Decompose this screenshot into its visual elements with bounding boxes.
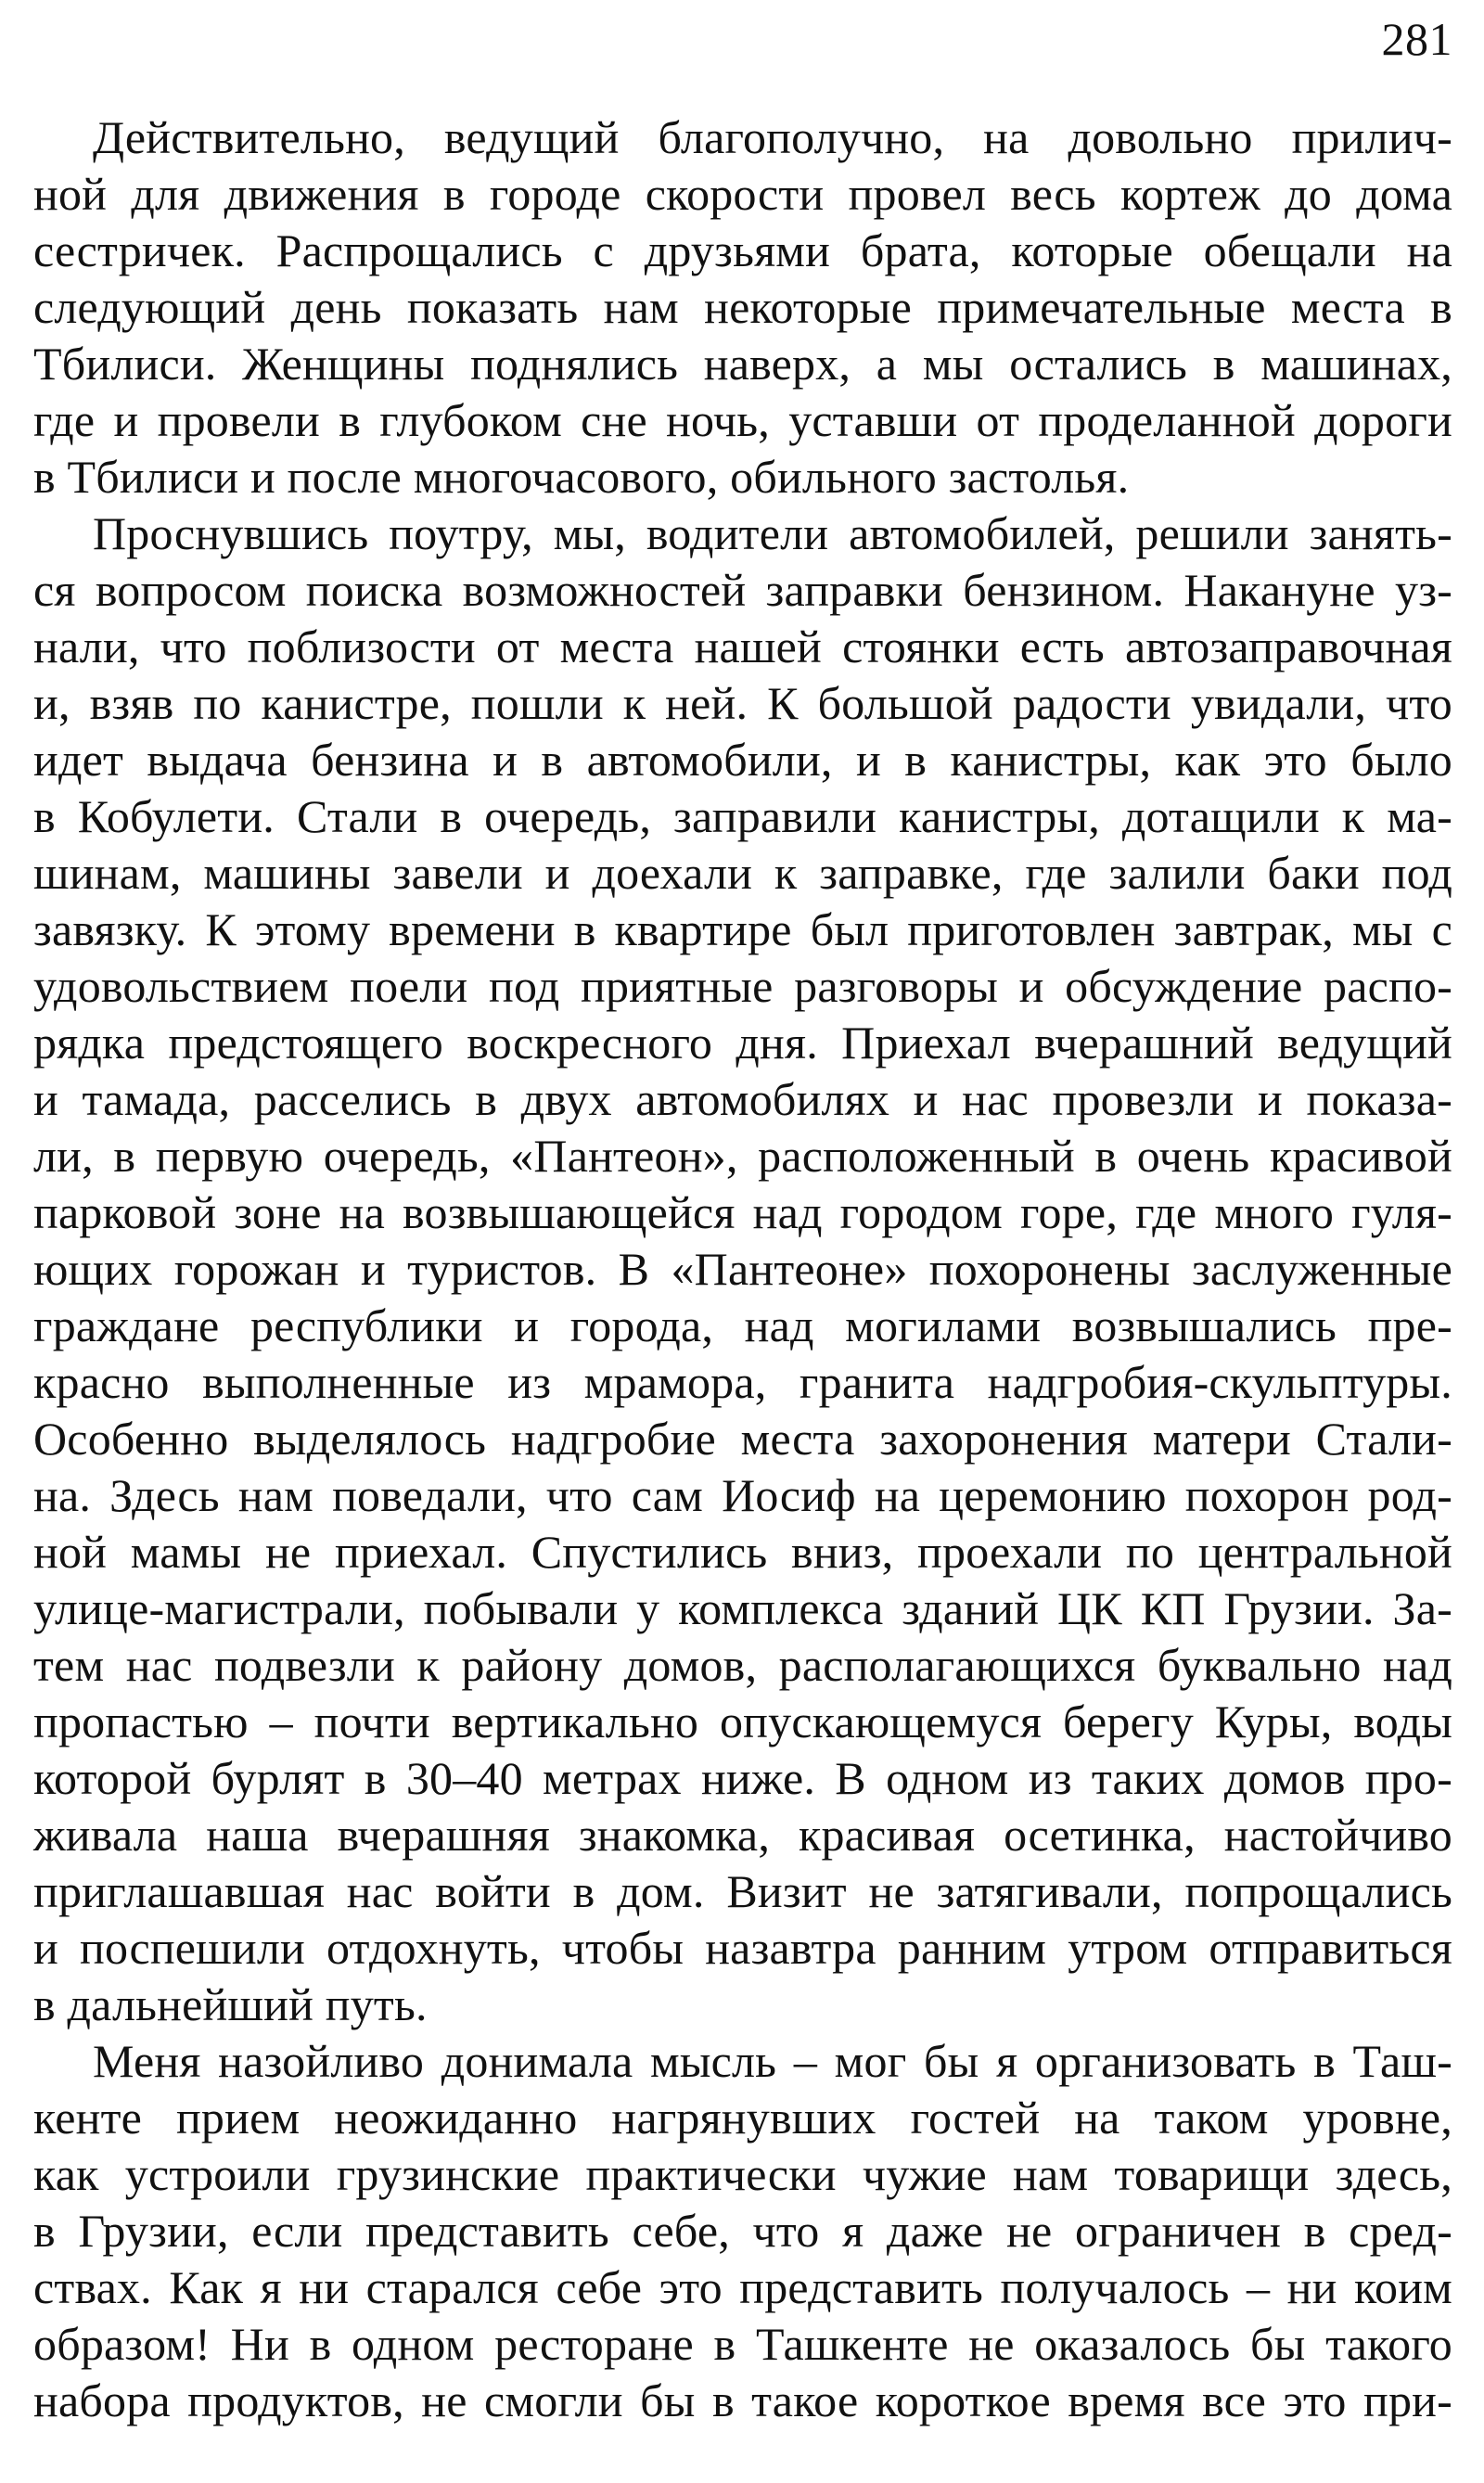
text-line: и тамада, расселись в двух автомобилях и нас провезли и показа- xyxy=(33,1073,1452,1125)
text-line: шинам, машины завели и доехали к заправке, где залили баки под xyxy=(33,847,1452,899)
text-line: ющих горожан и туристов. В «Пантеоне» похоронены заслуженные xyxy=(33,1243,1452,1295)
text-line: и, взяв по канистре, пошли к ней. К большой радости увидали, что xyxy=(33,677,1452,729)
text-line: Меня назойливо донимала мысль – мог бы я организовать в Таш- xyxy=(93,2035,1452,2087)
text-line: парковой зоне на возвышающейся над городом горе, где много гуля- xyxy=(33,1186,1452,1238)
text-line: идет выдача бензина и в автомобили, и в канистры, как это было xyxy=(33,734,1452,786)
text-line: на. Здесь нам поведали, что сам Иосиф на церемонию похорон род- xyxy=(33,1469,1452,1521)
text-line: граждане республики и города, над могилами возвышались пре- xyxy=(33,1299,1452,1351)
text-line: пропастью – почти вертикально опускающемуся берегу Куры, воды xyxy=(33,1696,1452,1747)
text-line: кенте прием неожиданно нагрянувших гостей на таком уровне, xyxy=(33,2092,1452,2144)
text-line: в Тбилиси и после многочасового, обильного застолья. xyxy=(33,451,1130,503)
text-line: и поспешили отдохнуть, чтобы назавтра ранним утром отправиться xyxy=(33,1922,1452,1974)
text-line: рядка предстоящего воскресного дня. Приехал вчерашний ведущий xyxy=(33,1017,1452,1069)
text-line: следующий день показать нам некоторые примечательные места в xyxy=(33,281,1452,333)
text-line: в дальнейший путь. xyxy=(33,1978,428,2030)
text-line: в Кобулети. Стали в очередь, заправили канистры, дотащили к ма- xyxy=(33,790,1452,842)
body-text xyxy=(33,109,1452,2429)
text-line: Действительно, ведущий благополучно, на довольно прилич- xyxy=(93,111,1452,163)
text-line: набора продуктов, не смогли бы в такое короткое время все это при- xyxy=(33,2374,1452,2426)
text-line: завязку. К этому времени в квартире был приготовлен завтрак, мы с xyxy=(33,903,1452,955)
paragraph xyxy=(33,109,1452,506)
text-line: где и провели в глубоком сне ночь, уставши от проделанной дороги xyxy=(33,394,1452,446)
text-line: которой бурлят в 30–40 метрах ниже. В одном из таких домов про- xyxy=(33,1752,1452,1804)
text-line: ной мамы не приехал. Спустились вниз, проехали по центральной xyxy=(33,1526,1452,1578)
text-line: сестричек. Распрощались с друзьями брата, которые обещали на xyxy=(33,224,1452,276)
text-line: ной для движения в городе скорости провел весь кортеж до дома xyxy=(33,168,1452,220)
text-line: ли, в первую очередь, «Пантеон», расположенный в очень красивой xyxy=(33,1130,1452,1182)
text-line: Проснувшись поутру, мы, водители автомобилей, решили занять- xyxy=(93,507,1452,559)
page-number: 281 xyxy=(1381,13,1452,65)
text-line: как устроили грузинские практически чужие нам товарищи здесь, xyxy=(33,2148,1452,2200)
text-line: красно выполненные из мрамора, гранита надгробия-скульптуры. xyxy=(33,1356,1452,1408)
text-line: тем нас подвезли к району домов, располагающихся буквально над xyxy=(33,1639,1452,1691)
text-line: живала наша вчерашняя знакомка, красивая осетинка, настойчиво xyxy=(33,1809,1452,1861)
text-line: улице-магистрали, побывали у комплекса зданий ЦК КП Грузии. За- xyxy=(33,1582,1452,1634)
text-line: Тбилиси. Женщины поднялись наверх, а мы остались в машинах, xyxy=(33,338,1452,390)
text-line: Особенно выделялось надгробие места захоронения матери Стали- xyxy=(33,1413,1452,1465)
text-line: нали, что поблизости от места нашей стоянки есть автозаправочная xyxy=(33,621,1452,672)
text-line: образом! Ни в одном ресторане в Ташкенте не оказалось бы такого xyxy=(33,2318,1452,2370)
text-line: в Грузии, если представить себе, что я даже не ограничен в сред- xyxy=(33,2205,1452,2257)
paragraph xyxy=(33,2033,1452,2429)
text-line: ствах. Как я ни старался себе это представить получалось – ни коим xyxy=(33,2261,1452,2313)
text-line: приглашавшая нас войти в дом. Визит не затягивали, попрощались xyxy=(33,1865,1452,1917)
paragraph xyxy=(33,506,1452,2033)
text-line: ся вопросом поиска возможностей заправки бензином. Накануне уз- xyxy=(33,564,1452,616)
text-line: удовольствием поели под приятные разговоры и обсуждение распо- xyxy=(33,960,1452,1012)
